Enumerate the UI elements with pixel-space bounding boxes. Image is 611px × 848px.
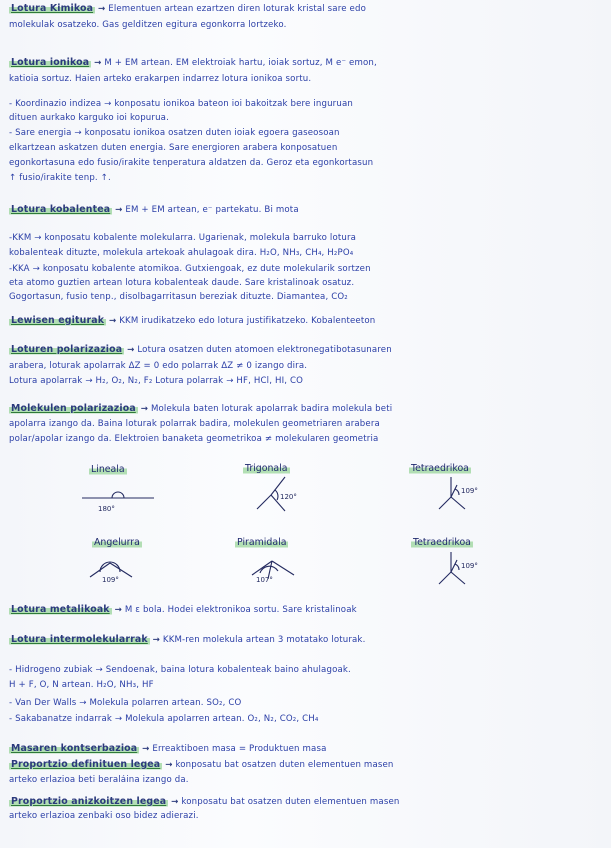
note-line: [9, 278, 599, 289]
note-heading: Molekulen polarizazioa: [11, 403, 136, 414]
note-line: [9, 759, 599, 771]
note-heading: Proportzio definituen legea: [11, 759, 161, 770]
note-arrow: →: [94, 58, 102, 68]
note-heading: Lotura intermolekularrak: [11, 634, 148, 645]
note-line: [9, 3, 599, 15]
note-text: polar/apolar izango da. Elektroien banaketa geometrikoa ≠ molekularen geometria: [9, 434, 379, 444]
note-line: [9, 344, 599, 356]
note-arrow: →: [171, 797, 179, 807]
note-line: [9, 233, 599, 244]
note-line: [9, 264, 599, 275]
note-heading: Lewisen egiturak: [11, 315, 105, 326]
note-text: - Van Der Walls → Molekula polarren artean. SO₂, CO: [9, 698, 242, 708]
note-text: KKM irudikatzeko edo lotura justifikatzeko. Kobalenteeton: [119, 316, 376, 326]
note-text: M ε bola. Hodei elektronikoa sortu. Sare kristalinoak: [124, 605, 357, 615]
note-line: [9, 74, 599, 85]
geometry-angle: 109°: [461, 562, 478, 570]
note-line: [9, 811, 599, 822]
note-arrow: →: [115, 205, 123, 215]
note-line: [9, 376, 599, 387]
note-text: konposatu bat osatzen duten elementuen masen: [181, 797, 400, 807]
note-text: kobalenteak dituzte, molekula artekoak ahulagoak dira. H₂O, NH₃, CH₄, H₂PO₄: [9, 248, 354, 258]
note-arrow: →: [140, 404, 149, 414]
note-arrow: →: [109, 316, 117, 326]
note-line: [9, 419, 599, 430]
note-line: [9, 634, 599, 646]
note-text: dituen aurkako karguko ioi kopurua.: [9, 113, 169, 123]
note-line: [9, 158, 599, 169]
note-line: [9, 173, 599, 184]
note-line: [9, 434, 599, 445]
trigonal-geometry-sketch: [255, 475, 315, 515]
note-line: [9, 775, 599, 786]
note-heading: Proportzio anizkoitzen legea: [11, 796, 167, 807]
note-line: [9, 99, 599, 110]
note-line: [9, 403, 599, 415]
note-line: [9, 128, 599, 139]
note-line: [9, 292, 599, 303]
geometry-angle: 120°: [280, 493, 297, 501]
note-text: - Sakabanatze indarrak → Molekula apolarren artean. O₂, N₂, CO₂, CH₄: [9, 714, 319, 724]
geometry-angle: 109°: [461, 487, 478, 495]
note-line: [9, 743, 599, 755]
geometry-label: Lineala: [91, 464, 125, 475]
note-line: [9, 113, 599, 124]
note-text: arteko erlazioa beti beraláina izango da.: [9, 775, 189, 785]
note-arrow: →: [165, 760, 173, 770]
note-text: Gogortasun, fusio tenp., disolbagarritasun bereziak dituzte. Diamantea, CO₂: [9, 292, 348, 302]
geometry-angle: 109°: [102, 576, 119, 584]
note-text: Molekula baten loturak apolarrak badira molekula beti: [150, 404, 393, 414]
note-text: - Koordinazio indizea → konposatu ionikoa bateon ioi bakoitzak bere inguruan: [9, 99, 353, 109]
geometry-angle: 107°: [256, 576, 273, 584]
note-text: apolarra izango da. Baina loturak polarrak badira, molekulen geometriaren arabera: [9, 419, 380, 429]
linear-geometry-sketch: [82, 478, 157, 514]
note-arrow: →: [127, 345, 135, 355]
geometry-label: Tetraedrikoa: [411, 463, 469, 474]
note-heading: Lotura ionikoa: [11, 57, 90, 68]
note-arrow: →: [114, 605, 122, 615]
note-text: molekulak osatzeko. Gas gelditzen egitura egonkorra lortzeko.: [9, 20, 287, 30]
note-text: elkartzean askatzen duten energia. Sare energioren arabera konposatuen: [9, 143, 338, 153]
note-line: [9, 796, 599, 808]
note-text: H + F, O, N artean. H₂O, NH₃, HF: [9, 680, 154, 690]
note-text: - Sare energia → konposatu ionikoa osatzen duten ioiak egoera gaseosoan: [9, 128, 340, 138]
note-text: egonkortasuna edo fusio/irakite tenperatura aldatzen da. Geroz eta egonkortasun: [9, 158, 374, 168]
geometry-label: Angelurra: [94, 537, 140, 548]
note-line: [9, 57, 599, 69]
note-heading: Loturen polarizazioa: [11, 344, 123, 355]
note-line: [9, 248, 599, 259]
note-arrow: →: [97, 4, 106, 14]
note-text: ↑ fusio/irakite tenp. ↑.: [9, 173, 111, 183]
note-line: [9, 665, 599, 676]
note-text: Lotura osatzen duten atomoen elektronegatibotasunaren: [137, 345, 392, 355]
note-arrow: →: [152, 635, 161, 645]
note-arrow: →: [142, 744, 150, 754]
note-text: katioia sortuz. Haien arteko erakarpen indarrez lotura ionikoa sortu.: [9, 74, 312, 84]
angular-geometry-sketch: [88, 555, 148, 585]
note-text: Erreaktiboen masa = Produktuen masa: [152, 744, 327, 754]
geometry-label: Trigonala: [245, 463, 288, 474]
geometry-label: Piramidala: [237, 537, 287, 548]
note-line: [9, 20, 599, 31]
note-heading: Lotura metalikoak: [11, 604, 110, 615]
note-line: [9, 361, 599, 372]
note-line: [9, 604, 599, 616]
note-line: [9, 315, 599, 327]
note-heading: Lotura Kimikoa: [11, 3, 94, 14]
note-text: arteko erlazioa zenbaki oso bidez adierazi.: [9, 811, 199, 821]
note-text: -KKM → konposatu kobalente molekularra. Ugarienak, molekula barruko lotura: [9, 233, 357, 243]
note-text: Elementuen artean ezartzen diren loturak kristal sare edo: [108, 4, 366, 14]
tetrahedral-geometry-sketch: [437, 475, 497, 515]
geometry-angle: 180°: [98, 505, 115, 513]
note-heading: Lotura kobalentea: [11, 204, 111, 215]
note-text: eta atomo guztien artean lotura kobalenteak daude. Sare kristalinoak osatuz.: [9, 278, 355, 288]
note-text: Lotura apolarrak → H₂, O₂, N₂, F₂ Lotura polarrak → HF, HCl, HI, CO: [9, 376, 304, 386]
note-line: [9, 698, 599, 709]
note-text: M + EM artean. EM elektroiak hartu, ioiak sortuz, M e⁻ emon,: [104, 58, 377, 68]
note-text: arabera, loturak apolarrak ΔZ = 0 edo polarrak ΔZ ≠ 0 izango dira.: [9, 361, 308, 371]
tetrahedral-geometry-sketch-2: [437, 550, 497, 590]
note-text: KKM-ren molekula artean 3 motatako loturak.: [162, 635, 366, 645]
geometry-label: Tetraedrikoa: [413, 537, 471, 548]
note-text: EM + EM artean, e⁻ partekatu. Bi mota: [125, 205, 299, 215]
note-line: [9, 714, 599, 725]
note-text: konposatu bat osatzen duten elementuen masen: [175, 760, 394, 770]
note-line: [9, 204, 599, 216]
pyramidal-geometry-sketch: [250, 555, 310, 585]
note-line: [9, 680, 599, 691]
note-heading: Masaren kontserbazioa: [11, 743, 138, 754]
note-text: -KKA → konposatu kobalente atomikoa. Gutxiengoak, ez dute molekularik sortzen: [9, 264, 371, 274]
note-text: - Hidrogeno zubiak → Sendoenak, baina lotura kobalenteak baino ahulagoak.: [9, 665, 351, 675]
note-line: [9, 143, 599, 154]
